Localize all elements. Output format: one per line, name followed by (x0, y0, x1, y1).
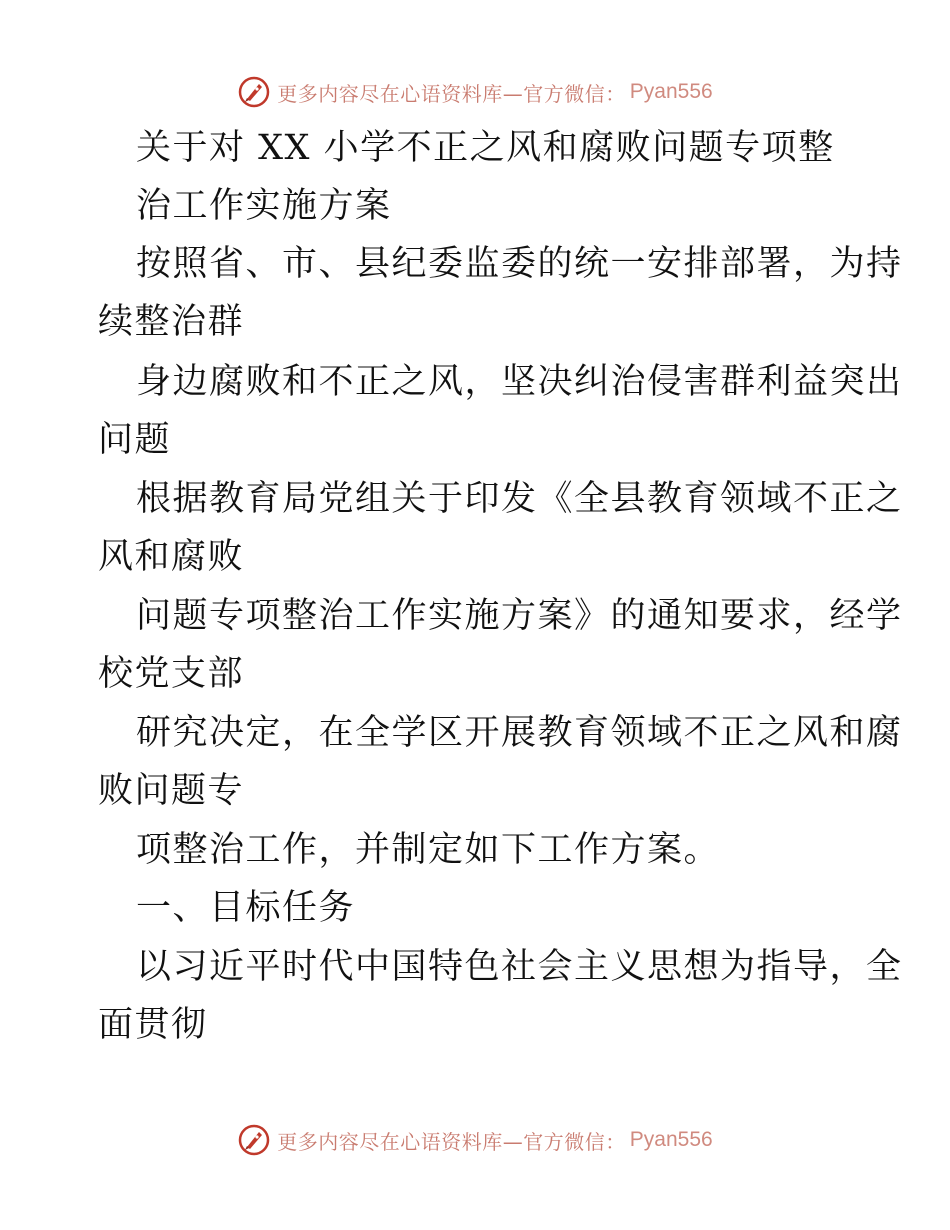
watermark-wechat-id: Pyan556 (629, 1128, 713, 1151)
paragraph-line: 以习近平时代中国特色社会主义思想为指导，全 (136, 947, 903, 987)
paragraph-line: 问题 (98, 420, 172, 460)
paragraph-line: 问题专项整治工作实施方案》的通知要求，经学 (136, 596, 903, 636)
paragraph-line: 校党支部 (98, 654, 245, 694)
paragraph-line: 败问题专 (98, 771, 245, 811)
paragraph-line: 身边腐败和不正之风，坚决纠治侵害群利益突出 (136, 362, 903, 402)
document-title-line-2: 治工作实施方案 (136, 186, 392, 226)
pen-nib-seal-icon (237, 75, 271, 109)
watermark-banner-top (0, 72, 950, 112)
paragraph-line: 根据教育局党组关于印发《全县教育领域不正之 (136, 479, 903, 519)
watermark-site-text: 更多内容尽在心语资料库—官方微信： (277, 1129, 626, 1154)
paragraph-line: 按照省、市、县纪委监委的统一安排部署，为持 (136, 244, 903, 284)
section-heading: 一、目标任务 (136, 888, 356, 928)
paragraph-line: 项整治工作，并制定如下工作方案。 (136, 830, 721, 870)
pen-nib-seal-icon (237, 1123, 271, 1157)
document-title-line-1: 关于对 XX 小学不正之风和腐败问题专项整 (136, 128, 835, 168)
watermark-wechat-id: Pyan556 (629, 80, 713, 103)
paragraph-line: 研究决定，在全学区开展教育领域不正之风和腐 (136, 713, 903, 753)
paragraph-line: 续整治群 (98, 302, 245, 342)
watermark-banner-bottom (0, 1120, 950, 1160)
watermark-site-text: 更多内容尽在心语资料库—官方微信： (277, 81, 626, 106)
paragraph-line: 风和腐败 (98, 537, 245, 577)
paragraph-line: 面贯彻 (98, 1005, 208, 1045)
